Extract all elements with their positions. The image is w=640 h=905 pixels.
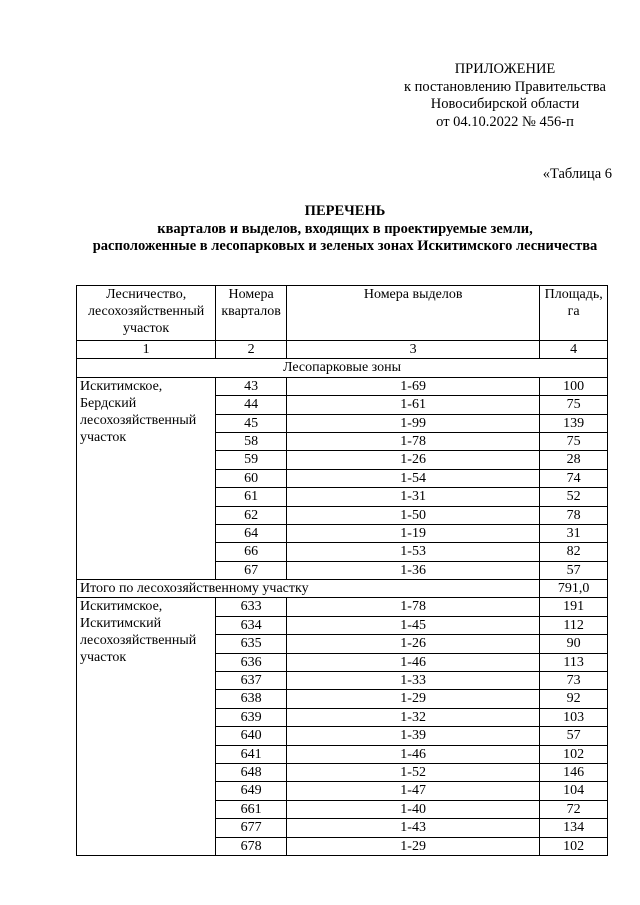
table-row <box>77 377 608 395</box>
area-value: 100 <box>540 377 608 395</box>
plot-range: 1-36 <box>286 561 539 579</box>
quarter-number: 678 <box>216 837 287 855</box>
quarter-number: 638 <box>216 690 287 708</box>
table-row <box>77 598 608 616</box>
area-value: 102 <box>540 837 608 855</box>
forestry-section-name: Искитимское, Бердский лесохозяйственный участок <box>77 377 216 579</box>
appendix-decree-line: к постановлению Правительства <box>404 78 606 95</box>
area-value: 146 <box>540 763 608 781</box>
area-value: 78 <box>540 506 608 524</box>
plot-range: 1-45 <box>286 616 539 634</box>
plot-range: 1-29 <box>286 837 539 855</box>
quarter-number: 43 <box>216 377 287 395</box>
area-value: 75 <box>540 432 608 450</box>
plot-range: 1-47 <box>286 782 539 800</box>
quarter-number: 67 <box>216 561 287 579</box>
quarter-number: 66 <box>216 543 287 561</box>
plot-range: 1-26 <box>286 451 539 469</box>
area-value: 74 <box>540 469 608 487</box>
plot-range: 1-50 <box>286 506 539 524</box>
quarter-number: 636 <box>216 653 287 671</box>
area-value: 90 <box>540 635 608 653</box>
plot-range: 1-78 <box>286 432 539 450</box>
col-number: 1 <box>77 341 216 359</box>
area-value: 73 <box>540 672 608 690</box>
zone-label: Лесопарковые зоны <box>77 359 608 377</box>
area-value: 82 <box>540 543 608 561</box>
quarter-number: 45 <box>216 414 287 432</box>
plot-range: 1-39 <box>286 727 539 745</box>
appendix-date-line: от 04.10.2022 № 456-п <box>436 113 574 130</box>
total-label: Итого по лесохозяйственному участку <box>77 580 540 598</box>
area-value: 72 <box>540 800 608 818</box>
quarter-number: 648 <box>216 763 287 781</box>
plot-range: 1-46 <box>286 745 539 763</box>
header-area: Площадь, га <box>540 286 608 341</box>
total-row <box>77 580 608 598</box>
plot-range: 1-78 <box>286 598 539 616</box>
quarter-number: 633 <box>216 598 287 616</box>
quarter-number: 64 <box>216 524 287 542</box>
quarter-number: 635 <box>216 635 287 653</box>
header-quarters: Номера кварталов <box>216 286 287 341</box>
quarter-number: 661 <box>216 800 287 818</box>
plot-range: 1-52 <box>286 763 539 781</box>
quarter-number: 58 <box>216 432 287 450</box>
quarter-number: 60 <box>216 469 287 487</box>
header-plots: Номера выделов <box>286 286 539 341</box>
quarter-number: 677 <box>216 819 287 837</box>
plot-range: 1-40 <box>286 800 539 818</box>
quarter-number: 61 <box>216 488 287 506</box>
plot-range: 1-54 <box>286 469 539 487</box>
quarter-number: 637 <box>216 672 287 690</box>
area-value: 31 <box>540 524 608 542</box>
plot-range: 1-46 <box>286 653 539 671</box>
appendix-region-line: Новосибирской области <box>430 96 580 112</box>
quarter-number: 639 <box>216 708 287 726</box>
area-value: 134 <box>540 819 608 837</box>
zone-row <box>77 359 608 377</box>
appendix-title: ПРИЛОЖЕНИЕ <box>454 61 556 77</box>
plot-range: 1-32 <box>286 708 539 726</box>
area-value: 113 <box>540 653 608 671</box>
plot-range: 1-99 <box>286 414 539 432</box>
quarter-number: 649 <box>216 782 287 800</box>
area-value: 112 <box>540 616 608 634</box>
table-header-row <box>77 286 608 341</box>
document-title <box>0 203 640 256</box>
area-value: 28 <box>540 451 608 469</box>
plot-range: 1-61 <box>286 396 539 414</box>
forestry-section-name: Искитимское, Искитимский лесохозяйственный участок <box>77 598 216 855</box>
area-value: 57 <box>540 727 608 745</box>
total-value: 791,0 <box>540 580 608 598</box>
quarter-number: 634 <box>216 616 287 634</box>
area-value: 57 <box>540 561 608 579</box>
quarter-number: 62 <box>216 506 287 524</box>
title-subheading-1: кварталов и выделов, входящих в проектируемые земли, <box>157 220 533 237</box>
quarters-table <box>76 285 608 856</box>
quarter-number: 59 <box>216 451 287 469</box>
appendix-header <box>380 61 630 131</box>
quarter-number: 640 <box>216 727 287 745</box>
column-number-row <box>77 341 608 359</box>
header-forestry: Лесничество, лесохозяйственный участок <box>77 286 216 341</box>
col-number: 4 <box>540 341 608 359</box>
col-number: 2 <box>216 341 287 359</box>
table-reference: «Таблица 6 <box>542 166 612 182</box>
plot-range: 1-19 <box>286 524 539 542</box>
area-value: 102 <box>540 745 608 763</box>
plot-range: 1-53 <box>286 543 539 561</box>
area-value: 92 <box>540 690 608 708</box>
col-number: 3 <box>286 341 539 359</box>
plot-range: 1-69 <box>286 377 539 395</box>
title-subheading-2: расположенные в лесопарковых и зеленых зонах Искитимского лесничества <box>92 238 598 254</box>
quarter-number: 44 <box>216 396 287 414</box>
plot-range: 1-31 <box>286 488 539 506</box>
plot-range: 1-29 <box>286 690 539 708</box>
area-value: 103 <box>540 708 608 726</box>
plot-range: 1-33 <box>286 672 539 690</box>
area-value: 75 <box>540 396 608 414</box>
plot-range: 1-43 <box>286 819 539 837</box>
area-value: 191 <box>540 598 608 616</box>
quarter-number: 641 <box>216 745 287 763</box>
title-heading: ПЕРЕЧЕНЬ <box>304 203 386 219</box>
plot-range: 1-26 <box>286 635 539 653</box>
area-value: 139 <box>540 414 608 432</box>
area-value: 104 <box>540 782 608 800</box>
area-value: 52 <box>540 488 608 506</box>
